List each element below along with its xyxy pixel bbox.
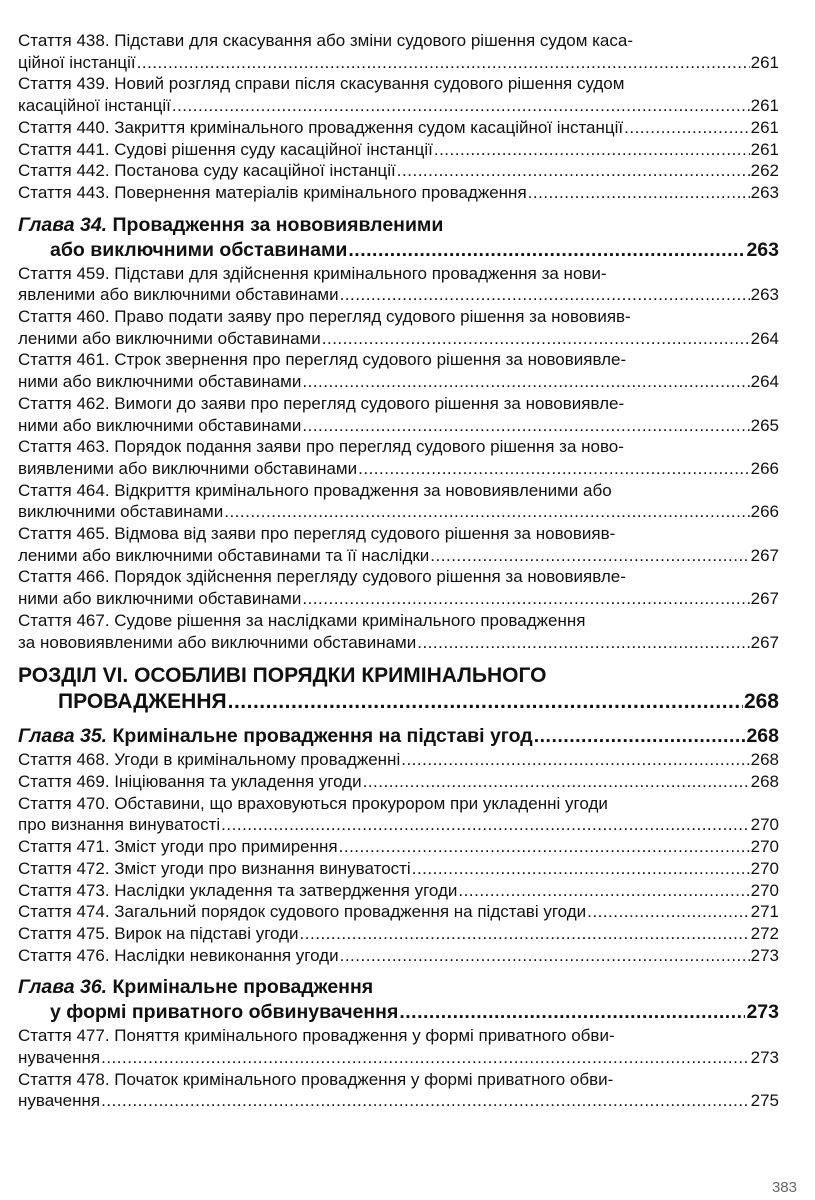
toc-article xyxy=(18,793,779,836)
page-ref: 270 xyxy=(750,837,779,857)
page-ref: 261 xyxy=(750,117,779,137)
entry-title: леними або виключними обставинами xyxy=(18,328,321,348)
dot-leader xyxy=(434,139,750,161)
entry-row xyxy=(18,284,779,306)
dot-leader xyxy=(401,749,749,771)
entry-row xyxy=(18,858,779,880)
dot-leader xyxy=(397,160,750,182)
toc-article xyxy=(18,1069,779,1112)
entry-row xyxy=(18,545,779,567)
chapter-label: Глава 34. xyxy=(18,213,108,236)
toc-section xyxy=(18,663,779,715)
entry-title-line: Стаття 464. Відкриття кримінального провадження за нововиявленими або xyxy=(18,480,612,500)
toc-article xyxy=(18,436,779,479)
chapter-title: Кримінальне провадження xyxy=(112,976,374,999)
entry-title-line: Стаття 477. Поняття кримінального провадження у формі приватного обви- xyxy=(18,1026,615,1046)
dot-leader xyxy=(302,415,749,437)
entry-title: за нововиявленими або виключними обставинами xyxy=(18,632,417,652)
toc-chapter xyxy=(18,724,779,749)
entry-title-line: РОЗДІЛ VI. ОСОБЛИВІ ПОРЯДКИ КРИМІНАЛЬНОГО xyxy=(18,664,547,688)
entry-row xyxy=(18,814,779,836)
dot-leader xyxy=(348,238,745,263)
entry-title: Стаття 473. Наслідки укладення та затвердження угоди xyxy=(18,880,458,900)
entry-title-line: Стаття 461. Строк звернення про перегляд судового рішення за нововиявле- xyxy=(18,350,627,370)
dot-leader xyxy=(528,182,750,204)
toc-chapter xyxy=(18,213,779,263)
page-ref: 272 xyxy=(750,923,779,943)
entry-title-line: Стаття 467. Судове рішення за наслідками кримінального провадження xyxy=(18,610,586,630)
entry-title: Стаття 468. Угоди в кримінальному провадженні xyxy=(18,750,401,770)
dot-leader xyxy=(224,501,749,523)
toc-article xyxy=(18,349,779,392)
entry-title: виключними обставинами xyxy=(18,502,224,522)
toc-article xyxy=(18,566,779,609)
dot-leader xyxy=(458,880,749,902)
entry-title: ційної інстанції xyxy=(18,52,136,72)
dot-leader xyxy=(302,371,749,393)
entry-row xyxy=(18,1000,779,1025)
entry-title-line: Стаття 439. Новий розгляд справи після скасування судового рішення судом xyxy=(18,74,625,94)
entry-title: виявленими або виключними обставинами xyxy=(18,458,358,478)
page-ref: 270 xyxy=(750,815,779,835)
page-ref: 270 xyxy=(750,880,779,900)
entry-title: або виключними обставинами xyxy=(50,238,348,261)
entry-title: касаційної інстанції xyxy=(18,96,171,116)
chapter-title: Провадження за нововиявленими xyxy=(112,213,444,236)
dot-leader xyxy=(624,117,749,139)
dot-leader xyxy=(322,328,750,350)
dot-leader xyxy=(417,632,749,654)
page-ref: 261 xyxy=(750,52,779,72)
dot-leader xyxy=(221,814,749,836)
entry-title: Стаття 441. Судові рішення суду касаційної інстанції xyxy=(18,139,433,159)
entry-title-line: Стаття 465. Відмова від заяви про перегляд судового рішення за нововияв- xyxy=(18,524,616,544)
entry-title: Стаття 442. Постанова суду касаційної інстанції xyxy=(18,161,396,181)
page-ref: 263 xyxy=(750,285,779,305)
toc-article xyxy=(18,393,779,436)
page-ref: 273 xyxy=(750,945,779,965)
toc-article xyxy=(18,160,779,182)
entry-row xyxy=(18,901,779,923)
page-ref: 265 xyxy=(750,415,779,435)
page-ref: 267 xyxy=(750,589,779,609)
dot-leader xyxy=(101,1047,750,1069)
entry-row xyxy=(18,724,779,749)
entry-title-line: Стаття 463. Порядок подання заяви про перегляд судового рішення за ново- xyxy=(18,437,624,457)
dot-leader xyxy=(363,771,750,793)
entry-title-line xyxy=(18,975,779,1000)
entry-row xyxy=(18,328,779,350)
dot-leader xyxy=(340,945,750,967)
dot-leader xyxy=(339,836,750,858)
page-ref: 264 xyxy=(750,328,779,348)
page-ref: 268 xyxy=(750,750,779,770)
chapter-label: Глава 36. xyxy=(18,976,108,999)
entry-title: леними або виключними обставинами та її наслідки xyxy=(18,545,430,565)
entry-title: ПРОВАДЖЕННЯ xyxy=(58,690,227,714)
toc-article xyxy=(18,1025,779,1068)
toc-article xyxy=(18,610,779,653)
entry-row xyxy=(18,588,779,610)
entry-row xyxy=(18,1047,779,1069)
page-ref: 266 xyxy=(750,502,779,522)
toc-article xyxy=(18,480,779,523)
entry-row xyxy=(18,945,779,967)
entry-title: нувачення xyxy=(18,1091,101,1111)
toc-article xyxy=(18,182,779,204)
entry-title: Стаття 475. Вирок на підставі угоди xyxy=(18,923,299,943)
dot-leader xyxy=(228,689,743,715)
toc-article xyxy=(18,139,779,161)
toc-article xyxy=(18,771,779,793)
entry-title: у формі приватного обвинувачення xyxy=(50,1001,399,1024)
entry-title: Стаття 471. Зміст угоди про примирення xyxy=(18,837,338,857)
dot-leader xyxy=(300,923,750,945)
entry-title: явленими або виключними обставинами xyxy=(18,285,339,305)
toc-article xyxy=(18,945,779,967)
toc-chapter xyxy=(18,975,779,1025)
page-ref: 264 xyxy=(750,372,779,392)
page-ref: 268 xyxy=(746,725,779,748)
entry-row xyxy=(18,501,779,523)
entry-row xyxy=(18,880,779,902)
page-ref: 261 xyxy=(750,96,779,116)
entry-title-line: Стаття 462. Вимоги до заяви про перегляд судового рішення за нововиявле- xyxy=(18,393,625,413)
entry-title-line: Стаття 438. Підстави для скасування або зміни судового рішення судом каса- xyxy=(18,31,633,50)
entry-title xyxy=(18,724,533,749)
page-ref: 263 xyxy=(750,182,779,202)
entry-row xyxy=(18,771,779,793)
dot-leader xyxy=(587,901,749,923)
entry-row xyxy=(18,95,779,117)
chapter-label: Глава 35. xyxy=(18,725,108,748)
table-of-contents xyxy=(18,30,779,1112)
toc-article xyxy=(18,263,779,306)
page-ref: 268 xyxy=(743,690,779,714)
page-ref: 270 xyxy=(750,858,779,878)
dot-leader xyxy=(340,284,750,306)
dot-leader xyxy=(358,458,750,480)
dot-leader xyxy=(534,724,746,749)
dot-leader xyxy=(412,858,750,880)
entry-row xyxy=(18,632,779,654)
entry-row xyxy=(18,689,779,715)
entry-row xyxy=(18,371,779,393)
entry-title-line: Стаття 466. Порядок здійснення перегляду судового рішення за нововиявле- xyxy=(18,567,626,587)
page-ref: 271 xyxy=(750,902,779,922)
page-number: 383 xyxy=(771,1179,797,1196)
page-ref: 267 xyxy=(750,545,779,565)
entry-title: про визнання винуватості xyxy=(18,815,221,835)
entry-row xyxy=(18,117,779,139)
entry-row xyxy=(18,415,779,437)
page-ref: 263 xyxy=(746,238,779,261)
dot-leader xyxy=(172,95,750,117)
entry-title-line: Стаття 470. Обставини, що враховуються прокурором при укладенні угоди xyxy=(18,793,608,813)
page-ref: 261 xyxy=(750,139,779,159)
entry-title-line: Стаття 460. Право подати заяву про перегляд судового рішення за нововияв- xyxy=(18,307,631,327)
toc-article xyxy=(18,117,779,139)
entry-row xyxy=(18,182,779,204)
dot-leader xyxy=(399,1000,745,1025)
chapter-title: Кримінальне провадження на підставі угод xyxy=(112,725,533,748)
toc-article xyxy=(18,306,779,349)
toc-article xyxy=(18,923,779,945)
dot-leader xyxy=(302,588,749,610)
page-ref: 266 xyxy=(750,458,779,478)
page-ref: 268 xyxy=(750,771,779,791)
toc-article xyxy=(18,30,779,73)
dot-leader xyxy=(430,545,749,567)
entry-row xyxy=(18,836,779,858)
entry-title: нувачення xyxy=(18,1048,101,1068)
entry-row xyxy=(18,923,779,945)
page-ref: 262 xyxy=(750,161,779,181)
entry-title: ними або виключними обставинами xyxy=(18,589,302,609)
dot-leader xyxy=(101,1090,750,1112)
page-ref: 267 xyxy=(750,632,779,652)
entry-title-line xyxy=(18,213,779,238)
toc-article xyxy=(18,73,779,116)
entry-row xyxy=(18,1090,779,1112)
page-ref: 275 xyxy=(750,1091,779,1111)
toc-article xyxy=(18,749,779,771)
entry-title-line: Стаття 478. Початок кримінального провадження у формі приватного обви- xyxy=(18,1069,614,1089)
entry-title-line: Стаття 459. Підстави для здійснення кримінального провадження за нови- xyxy=(18,263,607,283)
toc-article xyxy=(18,858,779,880)
entry-title: Стаття 469. Ініціювання та укладення угоди xyxy=(18,771,362,791)
dot-leader xyxy=(137,52,750,74)
entry-row xyxy=(18,139,779,161)
page-ref: 273 xyxy=(750,1048,779,1068)
entry-title: Стаття 476. Наслідки невиконання угоди xyxy=(18,945,339,965)
page-ref: 273 xyxy=(746,1001,779,1024)
entry-row xyxy=(18,238,779,263)
entry-title: Стаття 440. Закриття кримінального провадження судом касаційної інстанції xyxy=(18,117,624,137)
entry-title: Стаття 472. Зміст угоди про визнання винуватості xyxy=(18,858,411,878)
entry-title: ними або виключними обставинами xyxy=(18,415,302,435)
entry-title: ними або виключними обставинами xyxy=(18,372,302,392)
toc-article xyxy=(18,901,779,923)
entry-row xyxy=(18,52,779,74)
entry-row xyxy=(18,458,779,480)
toc-article xyxy=(18,523,779,566)
entry-title: Стаття 474. Загальний порядок судового провадження на підставі угоди xyxy=(18,902,587,922)
toc-article xyxy=(18,836,779,858)
toc-article xyxy=(18,880,779,902)
entry-row xyxy=(18,749,779,771)
entry-row xyxy=(18,160,779,182)
entry-title: Стаття 443. Повернення матеріалів кримінального провадження xyxy=(18,182,527,202)
